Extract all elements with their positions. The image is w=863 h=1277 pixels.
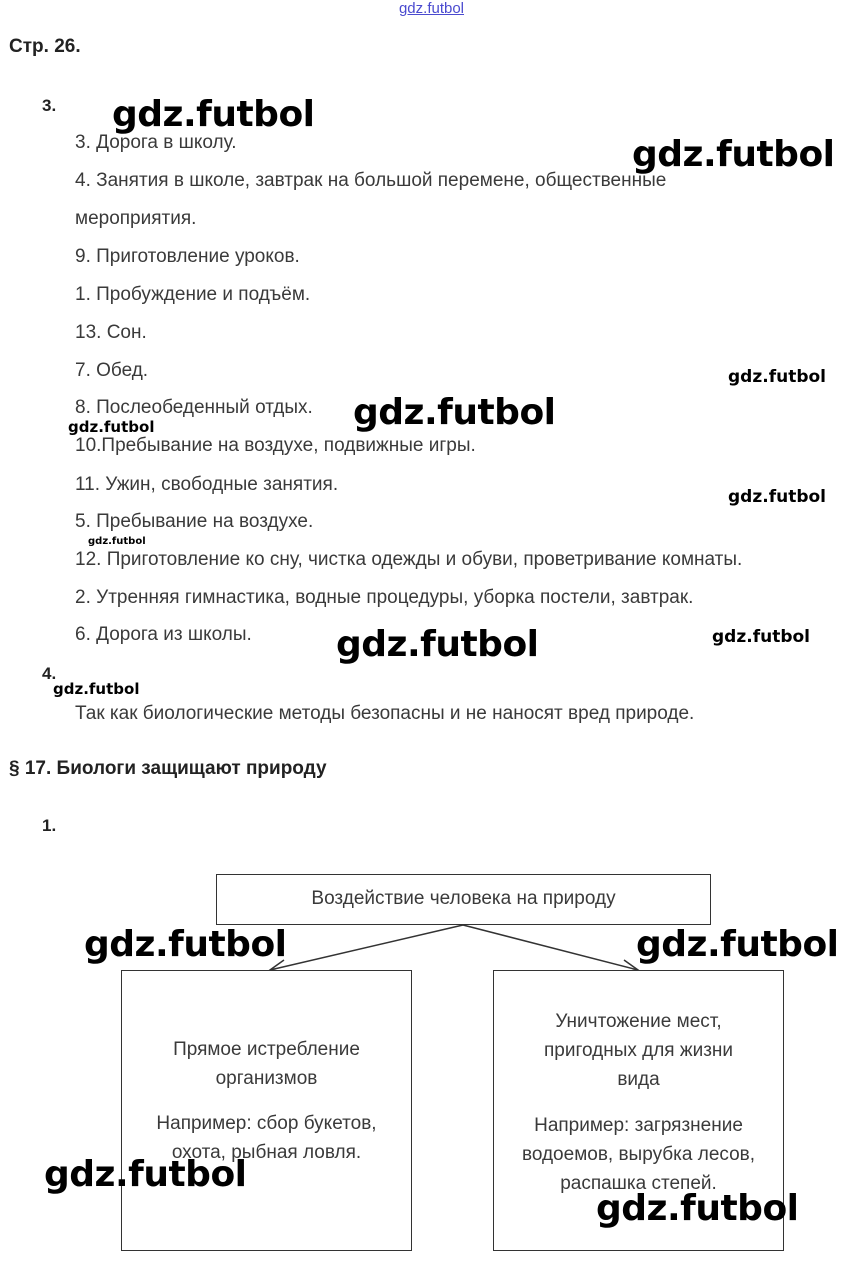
task-4-number: 4. [42,664,57,683]
site-link[interactable]: gdz.futbol [398,0,465,17]
diagram-right-title: Уничтожение мест, пригодных для жизни вида [543,1011,734,1090]
list-item: мероприятия. [75,208,197,229]
list-item: 1. Пробуждение и подъём. [75,284,311,305]
diagram-right-example: Например: загрязнение водоемов, вырубка лесов, распашка степей. [521,1115,756,1194]
list-item: 12. Приготовление ко сну, чистка одежды и обуви, проветривание комнаты. [75,549,743,570]
arrow-left [270,925,463,970]
list-item: 13. Сон. [75,322,147,343]
arrow-right [463,925,638,970]
list-item: 8. Послеобеденный отдых. [75,397,313,418]
watermark: gdz.futbol [728,367,826,387]
list-item: 10.Пребывание на воздухе, подвижные игры. [75,435,476,456]
list-item: 2. Утренняя гимнастика, водные процедуры, уборка постели, завтрак. [75,587,694,608]
watermark: gdz.futbol [712,627,810,647]
diagram-left-box [121,970,412,1251]
list-item: 5. Пребывание на воздухе. [75,511,314,532]
watermark: gdz.futbol [53,680,140,698]
list-item: 4. Занятия в школе, завтрак на большой перемене, общественные [75,170,667,191]
list-item: 6. Дорога из школы. [75,624,252,645]
watermark: gdz.futbol [68,418,155,436]
list-item: 3. Дорога в школу. [75,132,237,153]
watermark: gdz.futbol [353,392,556,433]
task-1-number: 1. [42,816,57,835]
list-item: 9. Приготовление уроков. [75,246,300,267]
section-title: § 17. Биологи защищают природу [9,758,327,779]
watermark: gdz.futbol [112,94,315,135]
task-4-answer: Так как биологические методы безопасны и не наносят вред природе. [75,703,695,724]
list-item: 7. Обед. [75,360,149,381]
watermark: gdz.futbol [596,1188,799,1229]
page-label: Стр. 26. [9,36,81,57]
watermark: gdz.futbol [636,924,839,965]
list-item: 11. Ужин, свободные занятия. [75,474,339,495]
diagram-top-box [216,874,711,925]
watermark: gdz.futbol [44,1154,247,1195]
diagram-left-title: Прямое истребление организмов [173,1039,360,1089]
watermark: gdz.futbol [632,134,835,175]
task-3-number: 3. [42,96,57,115]
watermark: gdz.futbol [728,487,826,507]
diagram-left-example: Например: сбор букетов, охота, рыбная ловля. [156,1113,377,1163]
watermark: gdz.futbol [84,924,287,965]
watermark: gdz.futbol [336,624,539,665]
watermark: gdz.futbol [88,536,146,547]
diagram-top-label: Воздействие человека на природу [311,888,616,909]
